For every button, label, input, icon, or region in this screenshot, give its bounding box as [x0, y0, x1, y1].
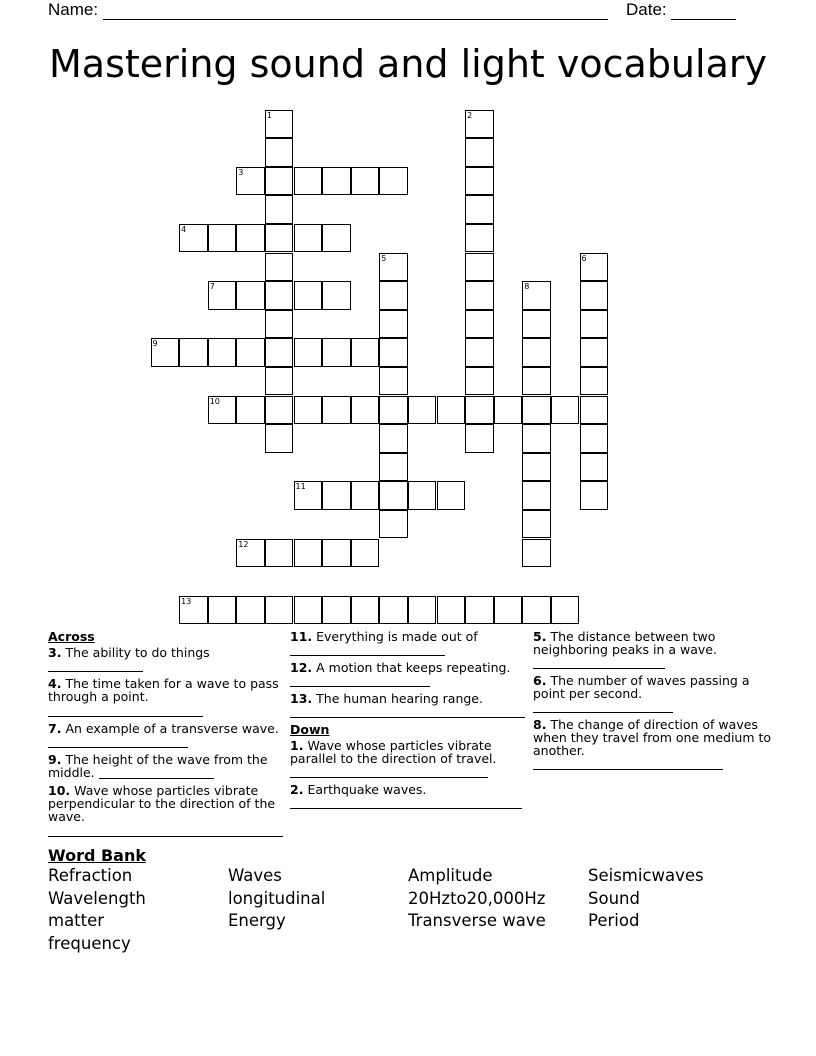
- clue-down-2: 2. Earthquake waves.: [290, 783, 530, 809]
- grid-cell[interactable]: [236, 396, 265, 425]
- grid-cell[interactable]: [437, 396, 466, 425]
- grid-cell[interactable]: [265, 195, 294, 224]
- grid-cell[interactable]: [465, 338, 494, 367]
- grid-cell[interactable]: [208, 396, 237, 425]
- grid-cell[interactable]: [522, 453, 551, 482]
- grid-cell[interactable]: [179, 338, 208, 367]
- grid-cell[interactable]: [265, 338, 294, 367]
- grid-cell[interactable]: [379, 253, 408, 282]
- word-bank-item: Seismicwaves: [588, 866, 704, 885]
- grid-cell[interactable]: [465, 310, 494, 339]
- grid-cell[interactable]: [494, 396, 523, 425]
- clue-across-12: 12. A motion that keeps repeating.: [290, 661, 530, 687]
- grid-cell[interactable]: [408, 481, 437, 510]
- grid-cell[interactable]: [580, 310, 609, 339]
- grid-cell[interactable]: [265, 281, 294, 310]
- grid-cell[interactable]: [580, 367, 609, 396]
- grid-cell[interactable]: [580, 253, 609, 282]
- grid-cell[interactable]: [522, 510, 551, 539]
- grid-cell[interactable]: [437, 481, 466, 510]
- word-bank-item: Wavelength: [48, 888, 146, 908]
- grid-cell[interactable]: [322, 596, 351, 625]
- grid-cell[interactable]: [465, 396, 494, 425]
- grid-cell[interactable]: [580, 396, 609, 425]
- word-bank-item: longitudinal: [228, 888, 326, 908]
- grid-cell[interactable]: [265, 167, 294, 196]
- grid-cell[interactable]: [408, 596, 437, 625]
- grid-cell[interactable]: [294, 596, 323, 625]
- grid-cell[interactable]: [236, 596, 265, 625]
- grid-cell[interactable]: [208, 224, 237, 253]
- clues-column-2: [290, 630, 530, 814]
- grid-cell[interactable]: [465, 424, 494, 453]
- grid-cell[interactable]: [294, 281, 323, 310]
- clue-number: 3: [238, 167, 244, 177]
- grid-cell[interactable]: [465, 253, 494, 282]
- clues-column-3: [533, 630, 773, 775]
- grid-cell[interactable]: [580, 338, 609, 367]
- grid-cell[interactable]: [465, 195, 494, 224]
- clues-column-1: [48, 630, 288, 842]
- grid-cell[interactable]: [494, 596, 523, 625]
- date-label: Date:: [626, 0, 667, 19]
- grid-cell[interactable]: [265, 396, 294, 425]
- grid-cell[interactable]: [265, 539, 294, 568]
- clue-number: 10: [209, 396, 220, 406]
- grid-cell[interactable]: [351, 396, 380, 425]
- grid-cell[interactable]: [437, 596, 466, 625]
- grid-cell[interactable]: [379, 281, 408, 310]
- word-bank-item: Amplitude: [408, 866, 493, 885]
- grid-cell[interactable]: [522, 281, 551, 310]
- grid-cell[interactable]: [236, 224, 265, 253]
- grid-cell[interactable]: [265, 424, 294, 453]
- clue-number: 7: [209, 282, 215, 292]
- grid-cell[interactable]: [236, 539, 265, 568]
- grid-cell[interactable]: [351, 167, 380, 196]
- clue-across-13: 13. The human hearing range.: [290, 692, 530, 718]
- grid-cell[interactable]: [236, 281, 265, 310]
- grid-cell[interactable]: [351, 481, 380, 510]
- grid-cell[interactable]: [379, 481, 408, 510]
- grid-cell[interactable]: [151, 338, 180, 367]
- grid-cell[interactable]: [265, 596, 294, 625]
- grid-cell[interactable]: [179, 596, 208, 625]
- grid-cell[interactable]: [551, 396, 580, 425]
- clue-across-11: 11. Everything is made out of: [290, 630, 530, 656]
- grid-cell[interactable]: [322, 338, 351, 367]
- grid-cell[interactable]: [322, 539, 351, 568]
- grid-cell[interactable]: [522, 481, 551, 510]
- grid-cell[interactable]: [294, 224, 323, 253]
- grid-cell[interactable]: [522, 424, 551, 453]
- name-field[interactable]: [48, 0, 608, 20]
- grid-cell[interactable]: [322, 167, 351, 196]
- date-field[interactable]: [626, 0, 736, 20]
- grid-cell[interactable]: [179, 224, 208, 253]
- grid-cell[interactable]: [236, 167, 265, 196]
- grid-cell[interactable]: [265, 310, 294, 339]
- grid-cell[interactable]: [208, 596, 237, 625]
- grid-cell[interactable]: [294, 338, 323, 367]
- grid-cell[interactable]: [322, 281, 351, 310]
- grid-cell[interactable]: [379, 396, 408, 425]
- word-bank-item: Refraction: [48, 866, 133, 885]
- clue-down-8: 8. The change of direction of waves when they travel from one medium to another.: [533, 718, 773, 770]
- grid-cell[interactable]: [522, 310, 551, 339]
- grid-cell[interactable]: [322, 481, 351, 510]
- grid-cell[interactable]: [522, 367, 551, 396]
- grid-cell[interactable]: [465, 367, 494, 396]
- word-bank-item: Sound: [588, 888, 640, 908]
- grid-cell[interactable]: [294, 539, 323, 568]
- grid-cell[interactable]: [379, 310, 408, 339]
- clue-across-9: 9. The height of the wave from the middle.: [48, 752, 268, 780]
- grid-cell[interactable]: [351, 338, 380, 367]
- grid-cell[interactable]: [522, 338, 551, 367]
- grid-cell[interactable]: [379, 367, 408, 396]
- grid-cell[interactable]: [294, 167, 323, 196]
- word-bank-item: Transverse wave: [408, 911, 546, 931]
- grid-cell[interactable]: [379, 167, 408, 196]
- clue-number: 13: [181, 596, 192, 606]
- grid-cell[interactable]: [465, 224, 494, 253]
- clue-number: 5: [381, 253, 387, 263]
- clue-down-6: 6. The number of waves passing a point per second.: [533, 674, 773, 713]
- grid-cell[interactable]: [294, 396, 323, 425]
- grid-cell[interactable]: [379, 453, 408, 482]
- clue-number: 2: [467, 110, 473, 120]
- grid-cell[interactable]: [265, 367, 294, 396]
- grid-cell[interactable]: [580, 453, 609, 482]
- clue-number: 4: [181, 224, 187, 234]
- grid-cell[interactable]: [236, 338, 265, 367]
- grid-cell[interactable]: [265, 110, 294, 139]
- grid-cell[interactable]: [379, 338, 408, 367]
- across-heading: Across: [48, 629, 95, 644]
- grid-cell[interactable]: [265, 138, 294, 167]
- grid-cell[interactable]: [551, 596, 580, 625]
- clue-across-4: 4. The time taken for a wave to pass through a point.: [48, 677, 288, 717]
- grid-cell[interactable]: [322, 396, 351, 425]
- page-title: Mastering sound and light vocabulary: [49, 42, 767, 86]
- grid-cell[interactable]: [294, 481, 323, 510]
- grid-cell[interactable]: [465, 110, 494, 139]
- grid-cell[interactable]: [379, 510, 408, 539]
- grid-cell[interactable]: [580, 424, 609, 453]
- grid-cell[interactable]: [379, 424, 408, 453]
- clue-across-10: 10. Wave whose particles vibrate perpendicular to the direction of the wave.: [48, 784, 288, 837]
- word-bank-heading: Word Bank: [48, 846, 147, 865]
- clue-number: 12: [238, 539, 249, 549]
- clue-down-5: 5. The distance between two neighboring peaks in a wave.: [533, 630, 773, 669]
- word-bank-item: frequency: [48, 933, 131, 953]
- clue-number: 8: [524, 282, 530, 292]
- grid-cell[interactable]: [522, 396, 551, 425]
- clue-number: 1: [266, 110, 272, 120]
- grid-cell[interactable]: [208, 281, 237, 310]
- clue-across-7: 7. An example of a transverse wave.: [48, 722, 288, 748]
- word-bank-item: 20Hzto20,000Hz: [408, 888, 546, 908]
- grid-cell[interactable]: [465, 596, 494, 625]
- grid-cell[interactable]: [465, 281, 494, 310]
- down-heading: Down: [290, 722, 330, 737]
- grid-cell[interactable]: [208, 338, 237, 367]
- grid-cell[interactable]: [522, 539, 551, 568]
- grid-cell[interactable]: [408, 396, 437, 425]
- grid-cell[interactable]: [265, 224, 294, 253]
- grid-cell[interactable]: [522, 596, 551, 625]
- grid-cell[interactable]: [351, 596, 380, 625]
- clue-down-1: 1. Wave whose particles vibrate parallel to the direction of travel.: [290, 739, 530, 778]
- grid-cell[interactable]: [465, 167, 494, 196]
- word-bank-item: matter: [48, 911, 105, 931]
- word-bank-item: Energy: [228, 911, 286, 931]
- grid-cell[interactable]: [322, 224, 351, 253]
- grid-cell[interactable]: [351, 539, 380, 568]
- clue-number: 9: [152, 339, 158, 349]
- grid-cell[interactable]: [465, 138, 494, 167]
- grid-cell[interactable]: [265, 253, 294, 282]
- word-bank-item: Waves: [228, 866, 282, 885]
- clue-across-3: 3. The ability to do things: [48, 646, 288, 672]
- grid-cell[interactable]: [580, 281, 609, 310]
- word-bank-item: Period: [588, 911, 640, 931]
- grid-cell[interactable]: [379, 596, 408, 625]
- clue-number: 11: [295, 482, 306, 492]
- grid-cell[interactable]: [580, 481, 609, 510]
- clue-number: 6: [581, 253, 587, 263]
- name-label: Name:: [48, 0, 99, 19]
